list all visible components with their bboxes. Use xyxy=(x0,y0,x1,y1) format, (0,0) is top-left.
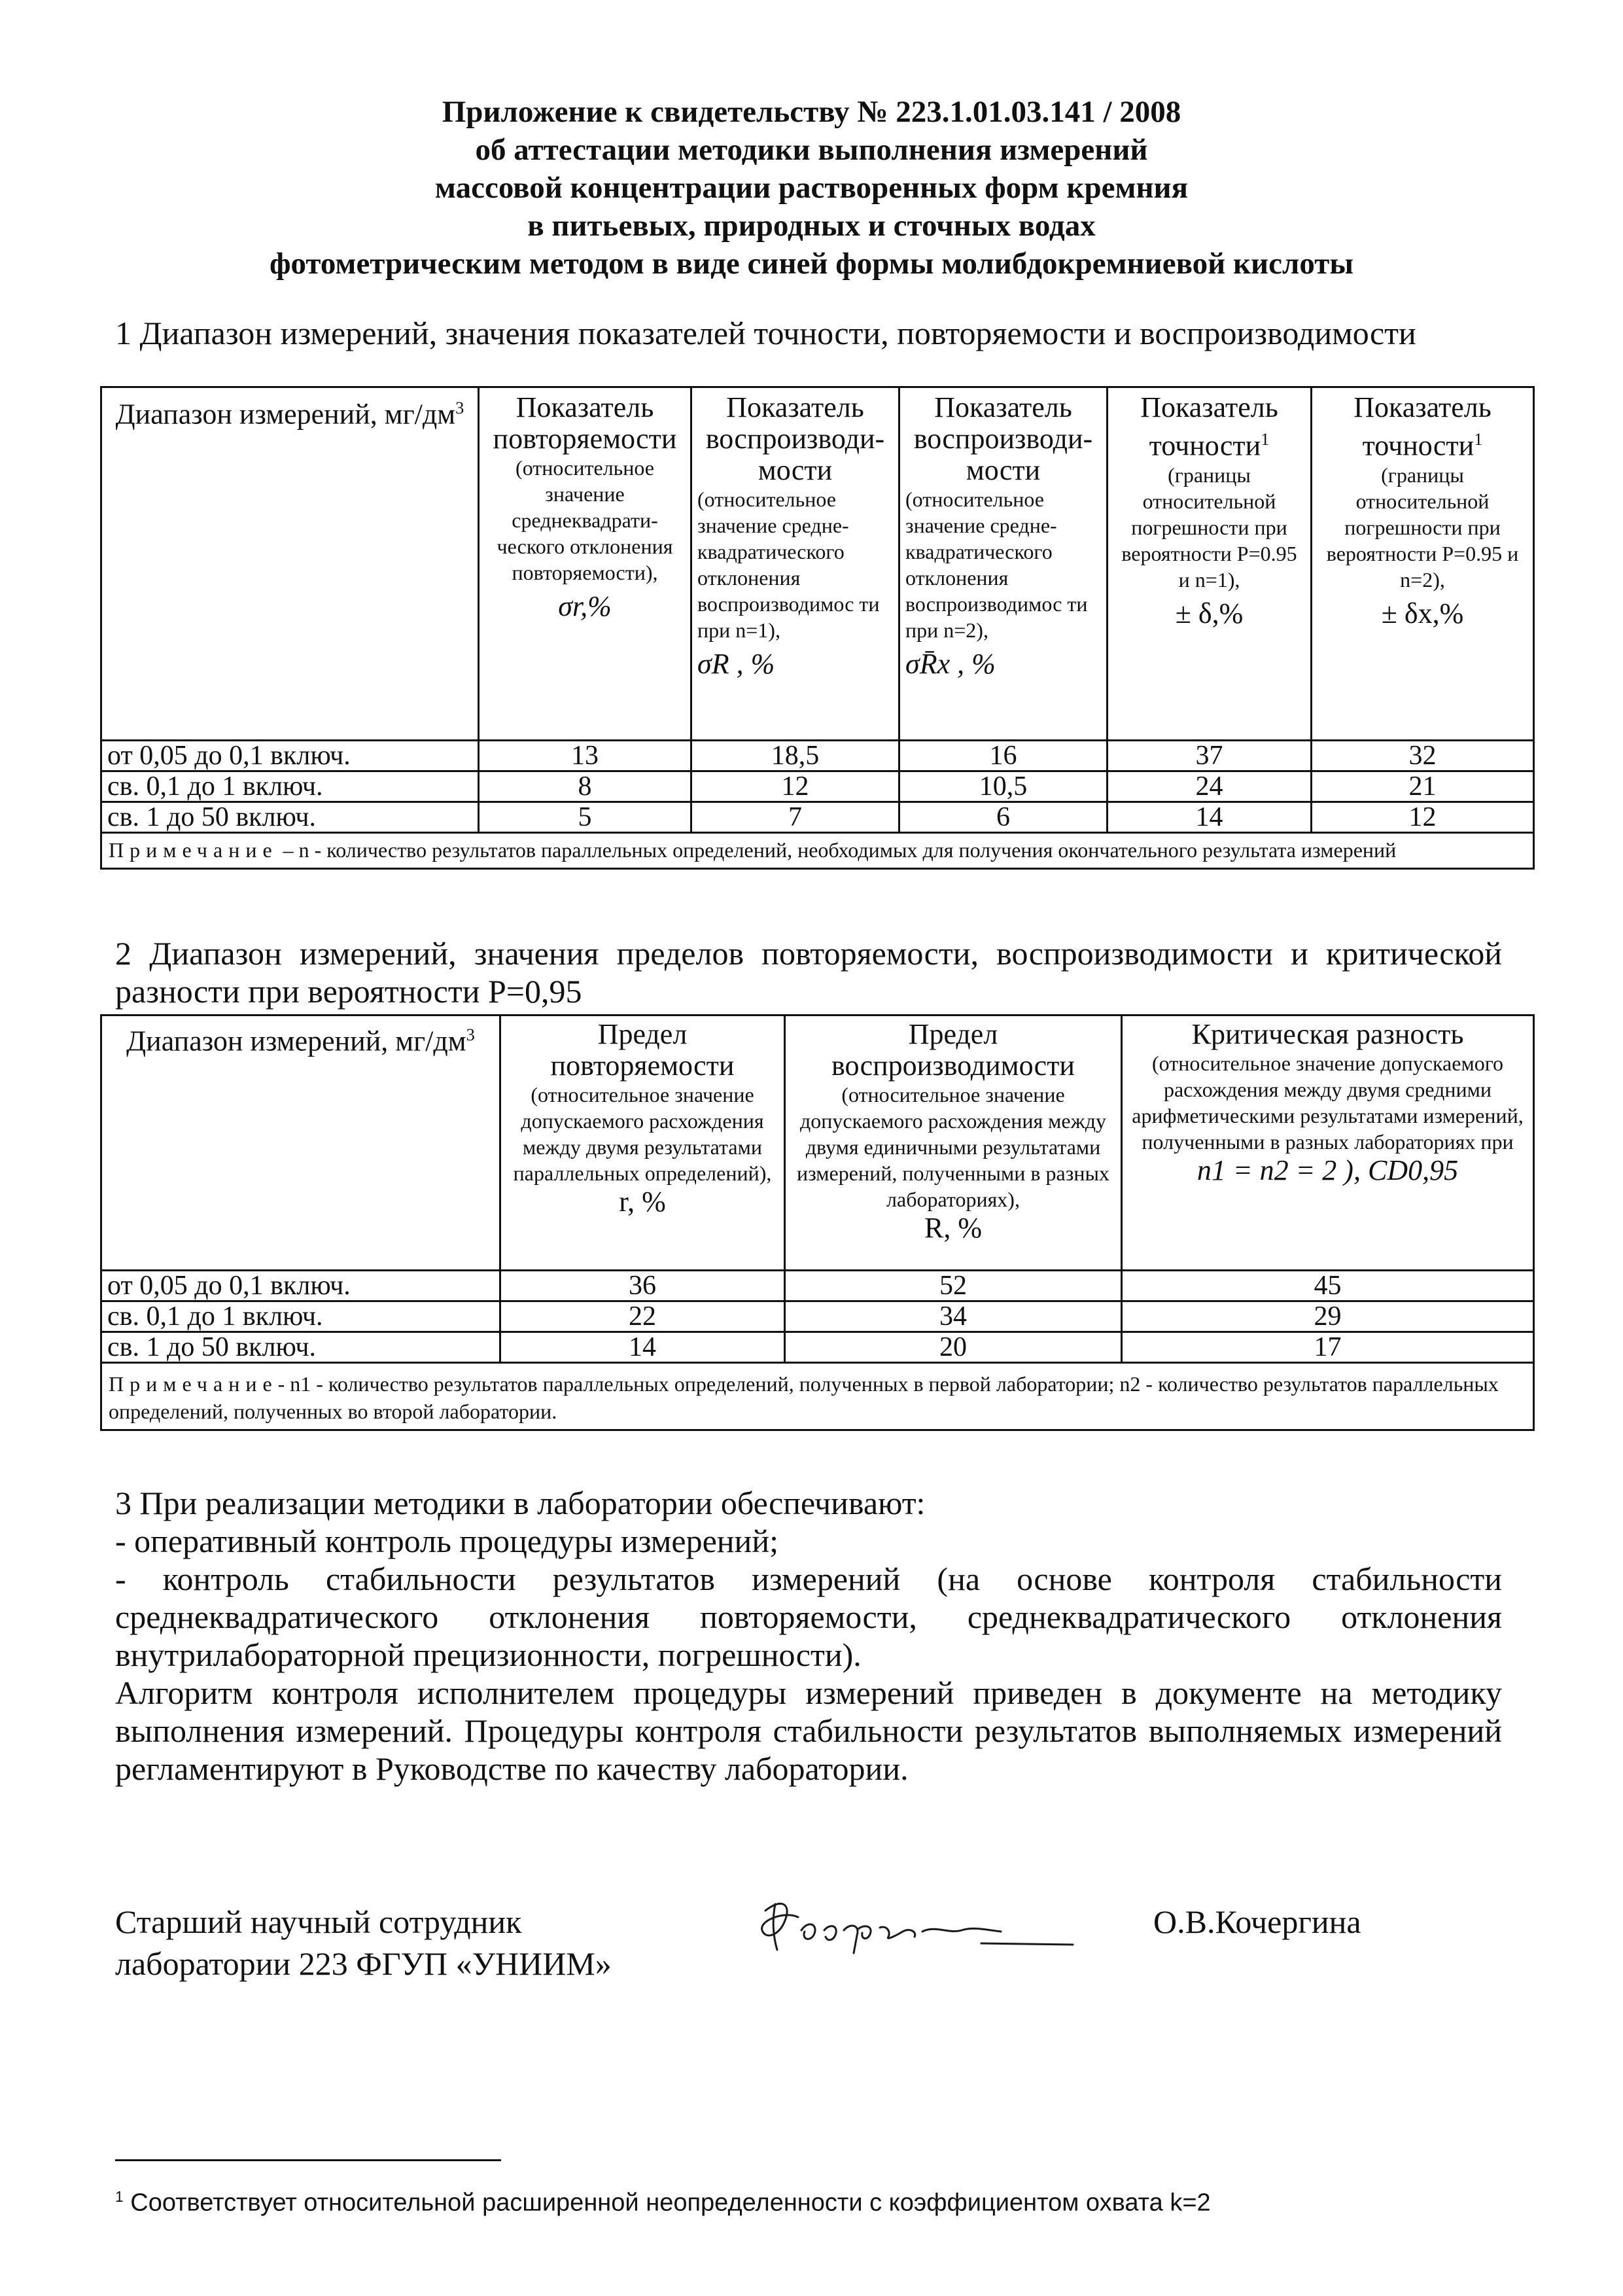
title-line: массовой концентрации растворенных форм кремния xyxy=(434,171,1189,205)
header-detail: (относительное значение допускаемого расхождения между двумя средними арифметическими результатами измерений, полученными в разных лабораториях при xyxy=(1132,1051,1524,1154)
header-reproducibility-n1 xyxy=(691,387,899,741)
header-detail: (относительное значение среднеквадрати-ческого отклонения повторяемости), xyxy=(497,456,673,584)
header-range xyxy=(101,387,479,741)
value-cell: 8 xyxy=(479,771,691,802)
header-symbol: σr,% xyxy=(558,590,612,622)
value-cell: 52 xyxy=(785,1271,1122,1301)
value-cell: 6 xyxy=(899,802,1108,833)
header-detail: (относительное значение допускаемого расхождения между двумя результатами параллельных определений), xyxy=(513,1083,772,1185)
handwritten-signature xyxy=(746,1884,1086,1969)
value-cell: 13 xyxy=(479,741,691,771)
footnote-text: Соответствует относительной расширенной неопределенности с коэффициентом охвата k=2 xyxy=(123,2189,1211,2217)
header-sup: 1 xyxy=(1261,429,1270,449)
header-symbol: ± δ,% xyxy=(1175,597,1244,629)
title-line: Приложение к свидетельству № 223.1.01.03.141 / 2008 xyxy=(442,95,1181,129)
header-accuracy-n2 xyxy=(1312,387,1534,741)
table-row xyxy=(101,741,1534,771)
table-row xyxy=(101,802,1534,833)
value-cell: 14 xyxy=(1108,802,1312,833)
header-symbol: ± δx,% xyxy=(1381,597,1464,629)
header-label: Показатель воспроизводи-мости xyxy=(705,391,885,486)
table-note xyxy=(101,833,1534,869)
title-line: об аттестации методики выполнения измерений xyxy=(475,133,1148,167)
header-range xyxy=(101,1016,500,1271)
header-label: Критическая разность xyxy=(1191,1018,1464,1050)
signatory-name: О.В.Кочергина xyxy=(1153,1903,1361,1940)
range-cell: св. 1 до 50 включ. xyxy=(101,802,479,833)
section2-heading: 2 Диапазон измерений, значения пределов повторяемости, воспроизводимости и критической xyxy=(115,935,1502,972)
header-reproducibility-n2 xyxy=(899,387,1108,741)
value-cell: 7 xyxy=(691,802,899,833)
value-cell: 29 xyxy=(1122,1301,1534,1332)
value-cell: 18,5 xyxy=(691,741,899,771)
value-cell: 14 xyxy=(500,1332,785,1363)
section3-line: - контроль стабильности результатов измерений (на основе контроля стабильности среднеквадратического отклонения повторяемости, среднеквадратического отклонения внутрилабораторной прецизионности, погрешности). xyxy=(115,1561,1502,1673)
header-label: Предел воспроизводимости xyxy=(831,1018,1075,1082)
header-detail: (границы относительной погрешности при вероятности P=0.95 и n=2), xyxy=(1326,463,1519,592)
section3-line: 3 При реализации методики в лаборатории обеспечивают: xyxy=(115,1485,926,1521)
section2-heading-cont: разности при вероятности P=0,95 xyxy=(115,973,582,1010)
footnote-divider xyxy=(115,2159,501,2161)
header-detail: (относительное значение средне-квадратического отклонения воспроизводимос ти при n=1), xyxy=(697,487,880,642)
table-header-row xyxy=(101,1016,1534,1271)
value-cell: 24 xyxy=(1108,771,1312,802)
header-label: Диапазон измерений, мг/дм xyxy=(115,398,456,431)
accuracy-table xyxy=(100,386,1535,870)
value-cell: 10,5 xyxy=(899,771,1108,802)
header-symbol: n1 = n2 = 2 ), CD0,95 xyxy=(1196,1154,1459,1186)
table-note xyxy=(101,1363,1534,1430)
note-label: Примечание xyxy=(109,838,278,862)
table-row xyxy=(101,1332,1534,1363)
range-cell: св. 1 до 50 включ. xyxy=(101,1332,500,1363)
table-row xyxy=(101,771,1534,802)
header-symbol: σR̄x , % xyxy=(905,648,996,680)
value-cell: 21 xyxy=(1312,771,1534,802)
title-line: в питьевых, природных и сточных водах xyxy=(527,209,1096,243)
note-text: – n - количество результатов параллельных определений, необходимых для получения окончательного результата измерений xyxy=(277,838,1397,862)
document-title xyxy=(131,93,1492,283)
range-cell: св. 0,1 до 1 включ. xyxy=(101,771,479,802)
section3-body xyxy=(115,1484,1502,1788)
header-label: Показатель повторяемости xyxy=(493,391,677,455)
value-cell: 17 xyxy=(1122,1332,1534,1363)
header-detail: (относительное значение средне-квадратического отклонения воспроизводимос ти при n=2), xyxy=(905,487,1088,642)
signatory-position xyxy=(115,1901,612,1985)
header-reproducibility-limit xyxy=(785,1016,1122,1271)
table-row xyxy=(101,1301,1534,1332)
limits-table xyxy=(100,1014,1535,1431)
header-label: Показатель точности xyxy=(1140,391,1278,462)
header-critical-difference xyxy=(1122,1016,1534,1271)
header-label: Показатель воспроизводи-мости xyxy=(913,391,1093,486)
title-line: фотометрическим методом в виде синей формы молибдокремниевой кислоты xyxy=(269,247,1354,281)
header-symbol: σR , % xyxy=(697,648,775,680)
table-row xyxy=(101,1271,1534,1301)
value-cell: 37 xyxy=(1108,741,1312,771)
value-cell: 5 xyxy=(479,802,691,833)
header-detail: (границы относительной погрешности при вероятности P=0.95 и n=1), xyxy=(1121,463,1297,592)
value-cell: 32 xyxy=(1312,741,1534,771)
footnote xyxy=(115,2181,1211,2218)
position-line: лаборатории 223 ФГУП «УНИИМ» xyxy=(115,1945,612,1982)
header-symbol: R, % xyxy=(924,1212,982,1244)
value-cell: 12 xyxy=(1312,802,1534,833)
value-cell: 12 xyxy=(691,771,899,802)
value-cell: 20 xyxy=(785,1332,1122,1363)
position-line: Старший научный сотрудник xyxy=(115,1903,522,1940)
header-label: Диапазон измерений, мг/дм xyxy=(126,1025,466,1057)
header-label: Предел повторяемости xyxy=(550,1018,735,1082)
header-label: Показатель точности xyxy=(1353,391,1492,462)
section3-line: - оперативный контроль процедуры измерений; xyxy=(115,1523,778,1559)
section3-line: Алгоритм контроля исполнителем процедуры измерений приведен в документе на методику выполнения измерений. Процедуры контроля стабильности результатов выполняемых измерений регламентируют в Руководстве по качеству лаборатории. xyxy=(115,1674,1502,1787)
header-symbol: r, % xyxy=(619,1186,666,1218)
header-repeatability-limit xyxy=(500,1016,785,1271)
value-cell: 36 xyxy=(500,1271,785,1301)
value-cell: 22 xyxy=(500,1301,785,1332)
header-repeatability xyxy=(479,387,691,741)
value-cell: 34 xyxy=(785,1301,1122,1332)
note-label: Примечание xyxy=(109,1372,278,1396)
range-cell: от 0,05 до 0,1 включ. xyxy=(101,741,479,771)
range-cell: от 0,05 до 0,1 включ. xyxy=(101,1271,500,1301)
header-detail: (относительное значение допускаемого расхождения между двумя единичными результатами измерений, полученными в разных лабораториях), xyxy=(796,1083,1109,1211)
table-note-row xyxy=(101,833,1534,869)
note-text: - n1 - количество результатов параллельных определений, полученных в первой лаборатории; n2 - количество результатов параллельных определений, полученных во второй лаборатории. xyxy=(109,1372,1499,1423)
header-sup: 3 xyxy=(455,398,464,417)
range-cell: св. 0,1 до 1 включ. xyxy=(101,1301,500,1332)
header-sup: 1 xyxy=(1474,429,1483,449)
footnote-mark: 1 xyxy=(115,2188,124,2205)
section1-heading: 1 Диапазон измерений, значения показателей точности, повторяемости и воспроизводимости xyxy=(115,315,1416,351)
table-note-row xyxy=(101,1363,1534,1430)
value-cell: 45 xyxy=(1122,1271,1534,1301)
table-header-row xyxy=(101,387,1534,741)
header-accuracy-n1 xyxy=(1108,387,1312,741)
header-sup: 3 xyxy=(466,1025,475,1044)
value-cell: 16 xyxy=(899,741,1108,771)
